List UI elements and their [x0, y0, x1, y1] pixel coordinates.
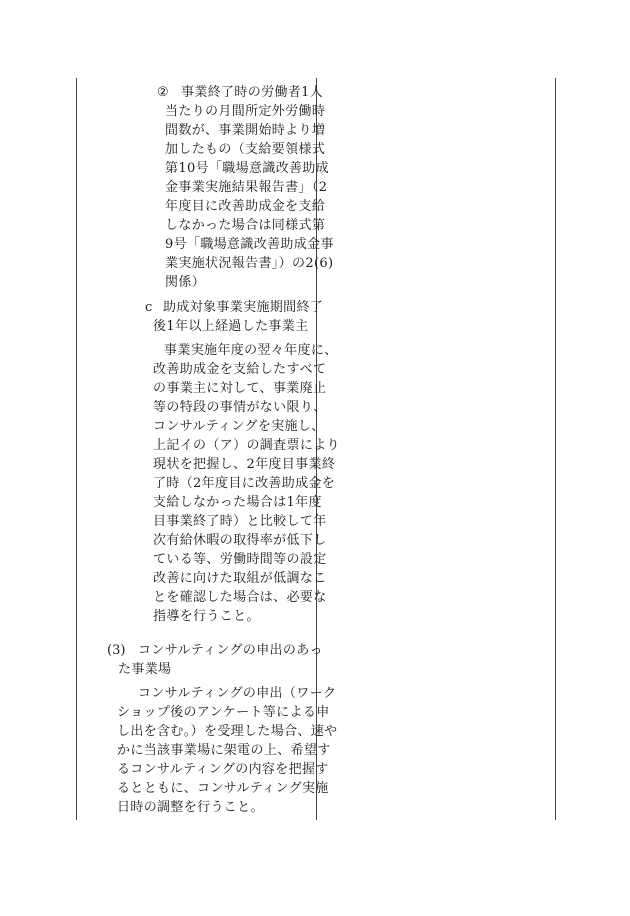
item-c-heading-line: 後1年以上経過した事業主	[153, 319, 309, 334]
item-c-body-line: 支給しなかった場合は1年度	[153, 495, 322, 510]
item-2-line: 業実施状況報告書」）の2(6)	[165, 256, 334, 271]
item-c-body-line: 現状を把握し、2年度目事業終	[153, 457, 336, 472]
item-c-body-line: 改善助成金を支給したすべて	[153, 362, 327, 377]
item-c-body-line: コンサルティングを実施し、	[153, 419, 325, 434]
item-2-line: 9号「職場意識改善助成金事	[165, 237, 334, 252]
item-2-line: しなかった場合は同様式第	[165, 218, 326, 233]
item-c-body-line: 等の特段の事情がない限り、	[153, 400, 327, 415]
item-2-line: 事業終了時の労働者1人	[181, 85, 324, 100]
section-3-body-line: コンサルティングの申出（ワーク	[138, 686, 337, 701]
item-2-line: 間数が、事業開始時より増	[165, 123, 326, 138]
item-c-heading-line: 助成対象事業実施期間終了	[163, 300, 324, 315]
item-2-line: 関係）	[165, 275, 206, 290]
item-c-body-line: ている等、労働時間等の設定	[153, 552, 327, 567]
section-3-body-line: かに当該事業場に架電の上、希望す	[117, 743, 331, 758]
item-c-body-line: 改善に向けた取組が低調なこ	[153, 571, 327, 586]
section-3-body-line: し出を含む。）を受理した場合、速や	[117, 724, 338, 739]
item-c-body-line: の事業主に対して、事業廃止	[153, 381, 327, 396]
section-3-body-line: るとともに、コンサルティング実施	[117, 781, 329, 796]
item-c-marker: c	[145, 300, 153, 315]
item-2-marker: ②	[157, 85, 169, 100]
item-c-body-line: とを確認した場合は、必要な	[153, 590, 327, 605]
item-2-line: 年度目に改善助成金を支給	[165, 199, 326, 214]
item-c-body-line: 事業実施年度の翌々年度に、	[164, 343, 338, 358]
item-c-body-line: 了時（2年度目に改善助成金を	[153, 476, 336, 491]
item-2-line: 第10号「職場意識改善助成	[165, 161, 330, 176]
item-2-line: 加したもの（支給要領様式	[165, 142, 326, 157]
item-c-body-line: 次有給休暇の取得率が低下し	[153, 533, 327, 548]
item-c-body-line: 上記イの（ア）の調査票により	[153, 438, 340, 453]
item-c-body-line: 指導を行うこと。	[153, 609, 260, 624]
item-c-body-line: 目事業終了時）と比較して年	[153, 514, 327, 529]
section-3-heading-line: た事業場	[118, 662, 172, 677]
item-2-line: 金事業実施結果報告書」（2	[165, 180, 328, 195]
item-2-line: 当たりの月間所定外労働時	[165, 104, 326, 119]
section-3-body-line: 日時の調整を行うこと。	[117, 800, 264, 815]
section-3-marker: (3)	[107, 643, 126, 658]
section-3-body-line: るコンサルティングの内容を把握す	[117, 762, 329, 777]
left-column-content	[0, 84, 630, 824]
section-3-heading-line: コンサルティングの申出のあっ	[138, 643, 323, 658]
section-3-body-line: ショップ後のアンケート等による申	[117, 705, 330, 720]
